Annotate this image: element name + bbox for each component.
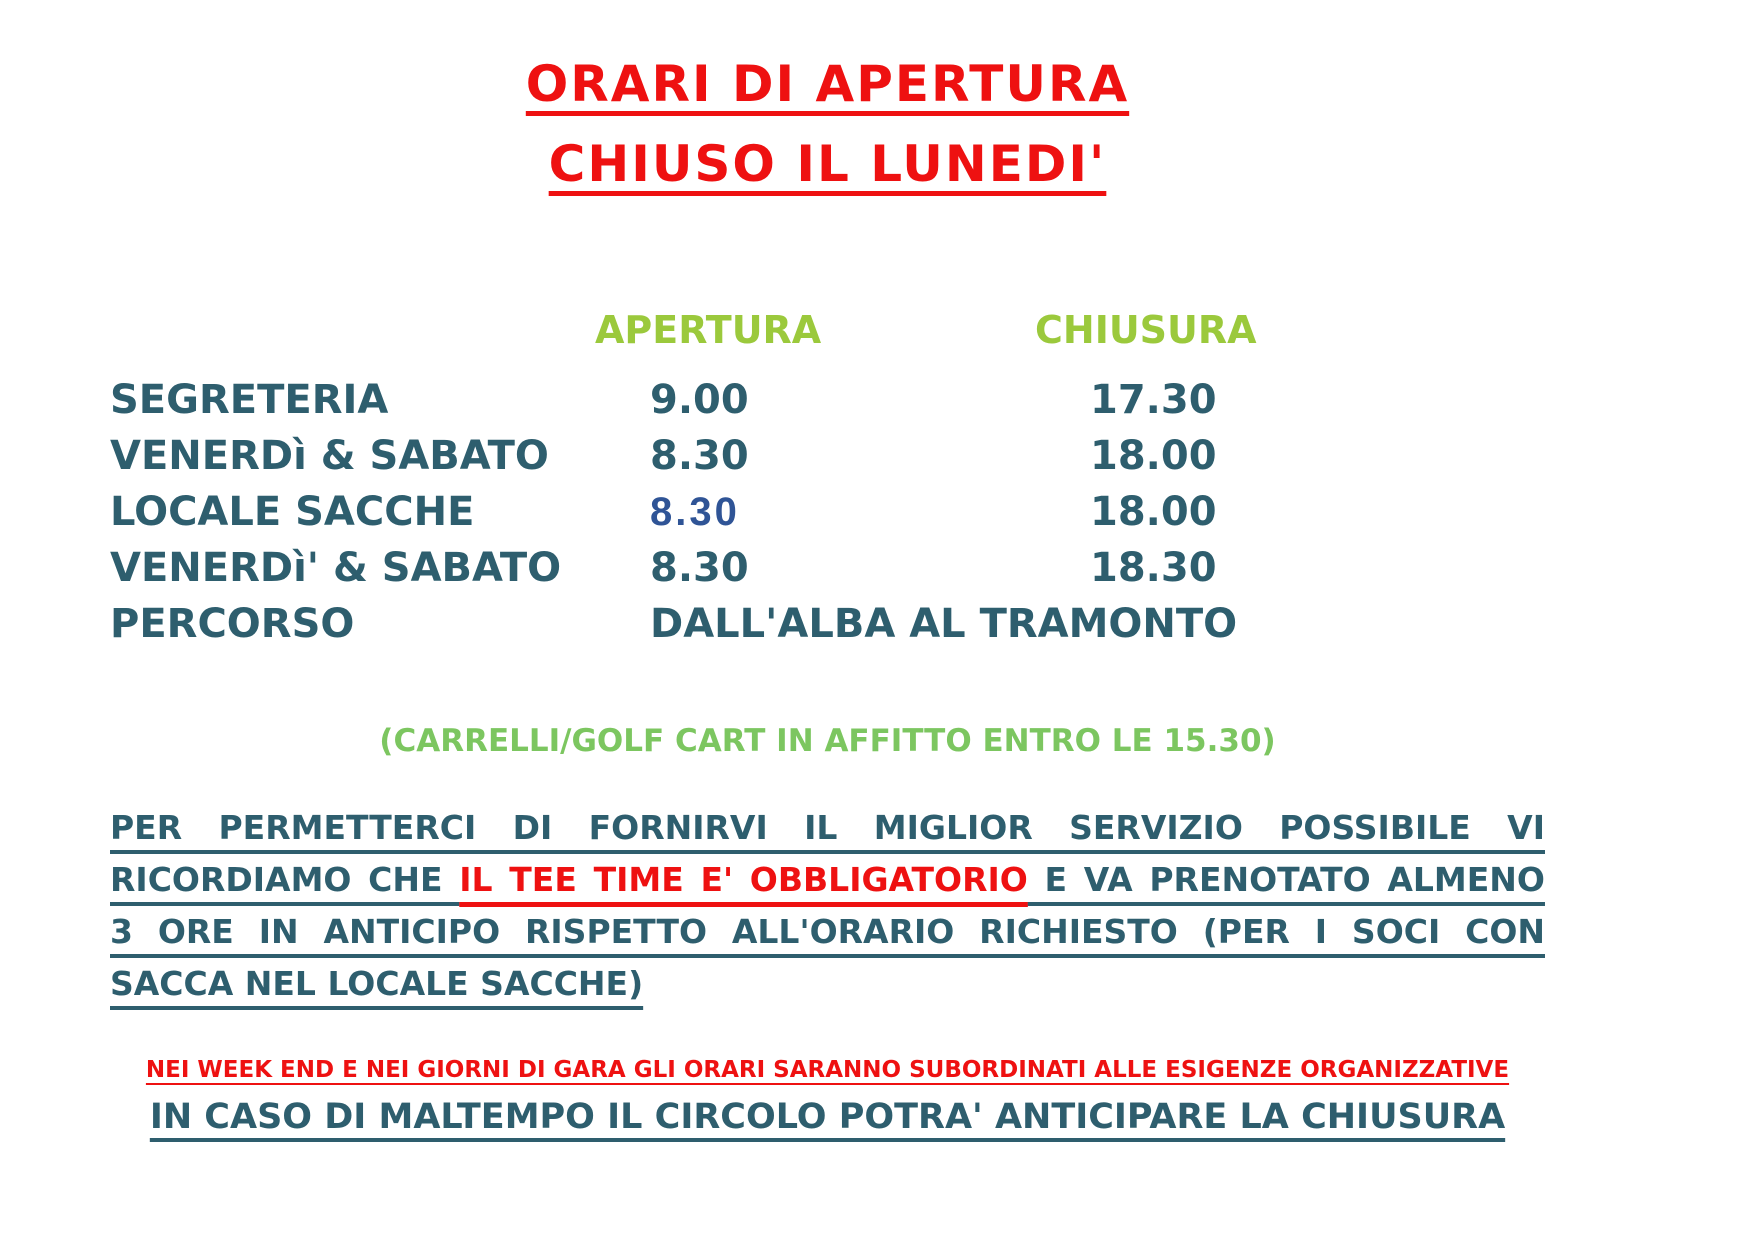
row-value-percorso: DALL'ALBA AL TRAMONTO [650, 601, 1238, 647]
page-title-line-2: CHIUSO IL LUNEDI' [548, 135, 1107, 193]
row-close-segreteria: 17.30 [1090, 377, 1217, 423]
tee-time-policy-paragraph [110, 802, 1545, 1010]
row-label-locale-sacche: LOCALE SACCHE [110, 489, 475, 535]
golf-cart-rental-note: (CARRELLI/GOLF CART IN AFFITTO ENTRO LE 15.30) [379, 723, 1276, 759]
row-open-venerdi-sabato-1: 8.30 [650, 433, 749, 479]
row-label-segreteria: SEGRETERIA [110, 377, 389, 423]
column-header-chiusura: CHIUSURA [1035, 308, 1257, 352]
page-title [110, 44, 1545, 204]
opening-hours-table [110, 302, 1545, 652]
policy-line-2 [110, 854, 1545, 906]
row-open-segreteria: 9.00 [650, 377, 749, 423]
row-close-locale-sacche: 18.00 [1090, 489, 1217, 535]
row-open-locale-sacche: 8.30 [650, 490, 740, 534]
row-label-percorso: PERCORSO [110, 601, 355, 647]
row-label-venerdi-sabato-1: VENERDì & SABATO [110, 433, 549, 479]
policy-line-1: PER PERMETTERCI DI FORNIRVI IL MIGLIOR SERVIZIO POSSIBILE VI [110, 808, 1545, 847]
page-title-line-1: ORARI DI APERTURA [525, 55, 1130, 113]
row-open-venerdi-sabato-2: 8.30 [650, 545, 749, 591]
weekend-competition-note: NEI WEEK END E NEI GIORNI DI GARA GLI ORARI SARANNO SUBORDINATI ALLE ESIGENZE ORGANIZZATIVE [145, 1057, 1510, 1083]
policy-line-4: SACCA NEL LOCALE SACCHE) [110, 964, 644, 1003]
bad-weather-note: IN CASO DI MALTEMPO IL CIRCOLO POTRA' ANTICIPARE LA CHIUSURA [149, 1097, 1506, 1137]
table-spacer [110, 358, 1545, 372]
row-label-venerdi-sabato-2: VENERDì' & SABATO [110, 545, 562, 591]
policy-line-2-post: E VA PRENOTATO ALMENO [1027, 860, 1545, 899]
header-empty-cell [110, 302, 650, 358]
row-close-venerdi-sabato-1: 18.00 [1090, 433, 1217, 479]
policy-line-2-pre: RICORDIAMO CHE [110, 860, 460, 899]
policy-line-3: 3 ORE IN ANTICIPO RISPETTO ALL'ORARIO RICHIESTO (PER I SOCI CON [110, 912, 1545, 951]
row-close-venerdi-sabato-2: 18.30 [1090, 545, 1217, 591]
column-header-apertura: APERTURA [595, 308, 822, 352]
policy-tee-time-highlight: IL TEE TIME E' OBBLIGATORIO [459, 860, 1028, 899]
